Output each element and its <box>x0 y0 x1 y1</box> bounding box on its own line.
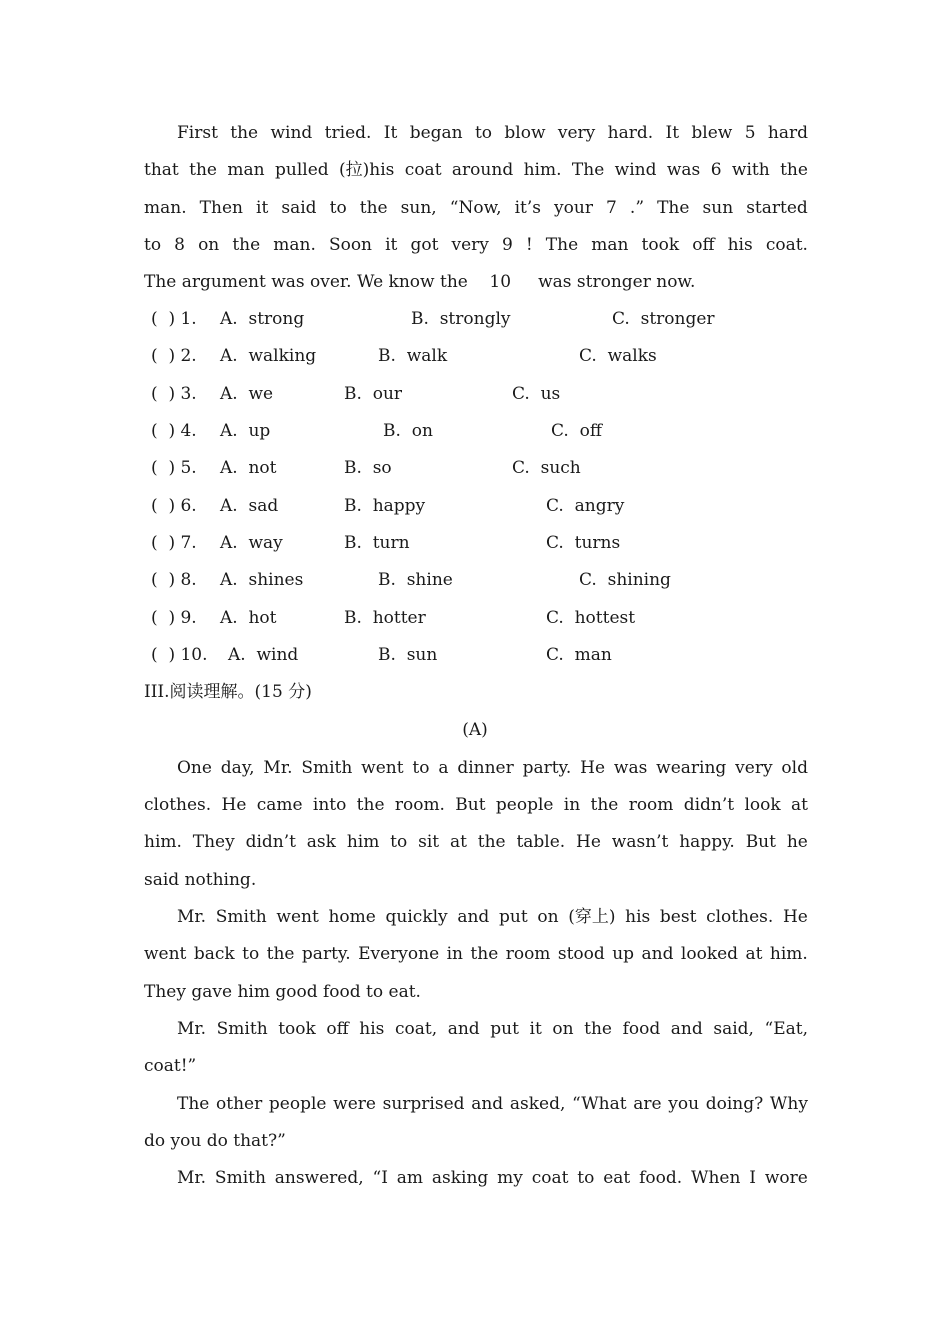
option-c: C. angry <box>546 496 625 516</box>
option-c: C. man <box>546 645 612 665</box>
passage-line: went back to the party. Everyone in the room stood up and looked at him. <box>144 944 808 964</box>
option-b: B. shine <box>378 570 453 590</box>
option-a: A. hot <box>220 608 277 628</box>
option-c: C. shining <box>579 570 671 590</box>
passage-line: Mr. Smith answered, “I am asking my coat to eat food. When I wore <box>177 1168 808 1188</box>
option-b: B. sun <box>378 645 438 665</box>
passage-line: They gave him good food to eat. <box>144 982 421 1002</box>
question-number: ( ) 3. <box>151 384 197 404</box>
option-a: A. we <box>220 384 274 404</box>
option-a: A. way <box>220 533 283 553</box>
option-b: B. happy <box>344 496 426 516</box>
passage-line: man. Then it said to the sun, “Now, it’s your 7 .” The sun started <box>144 198 808 218</box>
option-a: A. not <box>220 458 277 478</box>
passage-line: clothes. He came into the room. But people in the room didn’t look at <box>144 795 808 815</box>
passage-line: to 8 on the man. Soon it got very 9 ! The man took off his coat. <box>144 235 808 255</box>
option-c: C. off <box>551 421 602 441</box>
option-b: B. on <box>383 421 433 441</box>
passage-line: The other people were surprised and asked, “What are you doing? Why <box>177 1094 808 1114</box>
option-c: C. stronger <box>612 309 715 329</box>
option-b: B. hotter <box>344 608 426 628</box>
option-a: A. walking <box>220 346 317 366</box>
option-a: A. wind <box>228 645 299 665</box>
section-heading: III.阅读理解。(15 分) <box>144 682 312 702</box>
option-b: B. turn <box>344 533 410 553</box>
section-subheading: (A) <box>462 720 488 740</box>
option-a: A. up <box>220 421 271 441</box>
question-number: ( ) 10. <box>151 645 208 665</box>
passage-line: Mr. Smith went home quickly and put on (穿上) his best clothes. He <box>177 907 808 927</box>
question-number: ( ) 6. <box>151 496 197 516</box>
option-c: C. hottest <box>546 608 636 628</box>
question-number: ( ) 8. <box>151 570 197 590</box>
option-c: C. us <box>512 384 561 404</box>
option-c: C. turns <box>546 533 621 553</box>
passage-line: First the wind tried. It began to blow very hard. It blew 5 hard <box>177 123 808 143</box>
passage-line: The argument was over. We know the 10 was stronger now. <box>144 272 696 292</box>
question-number: ( ) 4. <box>151 421 197 441</box>
option-c: C. such <box>512 458 581 478</box>
question-number: ( ) 5. <box>151 458 197 478</box>
option-b: B. strongly <box>411 309 511 329</box>
question-number: ( ) 1. <box>151 309 197 329</box>
question-number: ( ) 7. <box>151 533 197 553</box>
passage-line: Mr. Smith took off his coat, and put it on the food and said, “Eat, <box>177 1019 808 1039</box>
passage-line: said nothing. <box>144 870 257 890</box>
passage-line: do you do that?” <box>144 1131 286 1151</box>
question-number: ( ) 2. <box>151 346 197 366</box>
option-b: B. our <box>344 384 403 404</box>
option-c: C. walks <box>579 346 657 366</box>
option-a: A. strong <box>220 309 305 329</box>
passage-line: One day, Mr. Smith went to a dinner party. He was wearing very old <box>177 758 808 778</box>
passage-line: coat!” <box>144 1056 197 1076</box>
question-number: ( ) 9. <box>151 608 197 628</box>
option-a: A. sad <box>220 496 279 516</box>
passage-line: him. They didn’t ask him to sit at the table. He wasn’t happy. But he <box>144 832 808 852</box>
passage-line: that the man pulled (拉)his coat around him. The wind was 6 with the <box>144 160 808 180</box>
option-a: A. shines <box>220 570 304 590</box>
option-b: B. walk <box>378 346 448 366</box>
option-b: B. so <box>344 458 392 478</box>
